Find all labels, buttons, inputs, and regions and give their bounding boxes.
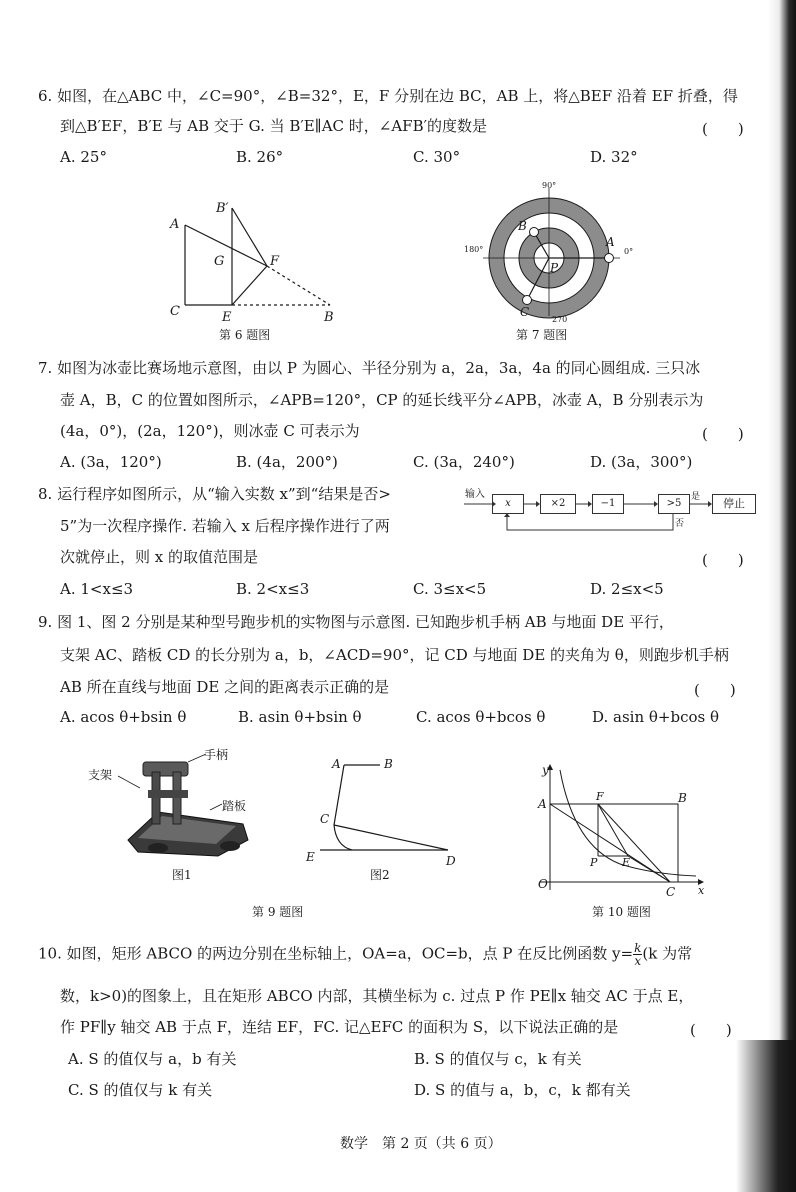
q8-answer-paren: ( ) xyxy=(702,551,744,569)
q7-stone-c xyxy=(523,296,532,305)
q8-option-c: C. 3≤x<5 xyxy=(413,580,487,598)
scan-edge-corner xyxy=(736,1040,796,1192)
q7-option-a: A. (3a，120°) xyxy=(60,453,162,471)
q10-label-b: B xyxy=(678,791,687,805)
q10-stem-line1 xyxy=(38,942,692,967)
q10-segment-ef xyxy=(598,804,628,856)
q8-stem-line1: 8. 运行程序如图所示，从“输入实数 x”到“结果是否> xyxy=(38,485,391,503)
q10-figure-caption: 第 10 题图 xyxy=(592,905,651,919)
q9-stem-line2: 支架 AC、踏板 CD 的长分别为 a，b，∠ACD=90°，记 CD 与地面 DE 的夹角为 θ，则跑步机手柄 xyxy=(60,646,729,664)
q7-label-a: A xyxy=(606,235,615,249)
q6-answer-paren: ( ) xyxy=(702,120,744,138)
q7-option-d: D. (3a，300°) xyxy=(590,453,693,471)
q10-option-a: A. S 的值仅与 a，b 有关 xyxy=(68,1050,237,1068)
q9-label-b: B xyxy=(384,757,393,771)
q8-option-a: A. 1<x≤3 xyxy=(60,580,134,598)
q10-fraction-k-over-x: $\frac{k}{x}$ xyxy=(634,941,642,968)
q10-label-o: O xyxy=(538,877,548,891)
q9-photo-label-handle: 手柄 xyxy=(204,748,229,762)
q10-label-e: E xyxy=(622,856,631,869)
q8-flow-arrows xyxy=(460,490,760,540)
q8-flow-no-label: 否 xyxy=(675,519,685,529)
q7-label-b: B xyxy=(518,219,527,233)
q9-fig2-caption: 图2 xyxy=(370,868,390,882)
q9-photo-leader-lines xyxy=(110,740,260,810)
q9-label-d: D xyxy=(446,854,456,868)
q6-label-c: C xyxy=(170,304,180,319)
q6-figure-caption: 第 6 题图 xyxy=(219,328,271,342)
q8-stem-line3: 次就停止，则 x 的取值范围是 xyxy=(60,548,258,566)
q7-stone-b xyxy=(530,228,539,237)
q9-photo-label-pedal: 踏板 xyxy=(222,799,247,813)
q8-flow-box-minus1: −1 xyxy=(592,494,624,514)
q7-label-0: 0° xyxy=(624,247,634,256)
q7-stem-line2: 壶 A，B，C 的位置如图所示，∠APB=120°，CP 的延长线平分∠APB，冰壶 A，B 分别表示为 xyxy=(60,391,704,409)
q6-option-a: A. 25° xyxy=(60,148,107,166)
scan-edge-shadow xyxy=(768,0,796,1192)
q8-flow-box-times2: ×2 xyxy=(540,494,576,514)
q7-stem-line1: 7. 如图为冰壶比赛场地示意图，由以 P 为圆心、半径分别为 a，2a，3a，4a 的同心圆组成. 三只冰 xyxy=(38,359,701,377)
q8-flow-box-stop: 停止 xyxy=(712,494,756,514)
q6-stem-line1: 6. 如图，在△ABC 中，∠C=90°，∠B=32°，E，F 分别在边 BC，AB 上，将△BEF 沿着 EF 折叠，得 xyxy=(38,87,738,105)
q9-option-d: D. asin θ+bcos θ xyxy=(592,708,720,726)
q7-label-90: 90° xyxy=(542,181,557,190)
q9-stem-line3: AB 所在直线与地面 DE 之间的距离表示正确的是 xyxy=(60,678,390,696)
q9-label-c: C xyxy=(320,812,330,826)
q8-option-d: D. 2≤x<5 xyxy=(590,580,664,598)
page-footer: 数学 第 2 页（共 6 页） xyxy=(340,1136,502,1152)
q7-stone-a xyxy=(605,254,614,263)
q9-option-b: B. asin θ+bsin θ xyxy=(238,708,362,726)
q6-option-c: C. 30° xyxy=(413,148,461,166)
q6-label-g: G xyxy=(214,254,225,269)
q7-label-180: 180° xyxy=(464,245,484,254)
q7-answer-paren: ( ) xyxy=(702,425,744,443)
q6-label-b: B xyxy=(324,310,334,325)
q7-label-c: C xyxy=(520,305,530,319)
q7-stem-line3: (4a，0°)，(2a，120°)，则冰壶 C 可表示为 xyxy=(60,422,360,440)
q10-label-y: y xyxy=(542,763,549,777)
q9-fig2-diagram xyxy=(300,748,470,868)
q8-flow-yes-label: 是 xyxy=(691,492,701,502)
q7-label-270: 270 xyxy=(552,315,568,324)
q7-figure xyxy=(450,180,650,324)
q10-stem-line1-b: (k 为常 xyxy=(642,944,693,963)
q9-pedal-cd xyxy=(334,825,448,850)
q10-figure xyxy=(530,760,710,900)
q7-label-p: P xyxy=(550,261,559,275)
q9-answer-paren: ( ) xyxy=(694,681,736,699)
q6-label-a: A xyxy=(170,217,180,232)
q9-label-e: E xyxy=(306,850,315,864)
q8-flow-input-label: 输入 xyxy=(465,489,485,500)
q10-segment-fc xyxy=(598,804,670,882)
q6-label-bprime: B′ xyxy=(216,201,229,216)
q6-label-f: F xyxy=(270,254,280,269)
q9-option-a: A. acos θ+bsin θ xyxy=(60,708,187,726)
q10-stem-line2: 数，k>0)的图象上，且在矩形 ABCO 内部，其横坐标为 c. 过点 P 作 PE∥x 轴交 AC 于点 E， xyxy=(60,987,694,1005)
q9-figure-caption: 第 9 题图 xyxy=(252,905,304,919)
q10-option-b: B. S 的值仅与 c，k 有关 xyxy=(414,1050,582,1068)
q10-label-a: A xyxy=(538,797,547,811)
q10-label-x: x xyxy=(698,884,705,897)
q9-fig1-caption: 图1 xyxy=(172,868,192,882)
q8-flow-box-x: x xyxy=(492,494,524,514)
q10-label-f: F xyxy=(596,790,604,803)
q10-stem-line3: 作 PF∥y 轴交 AB 于点 F，连结 EF，FC. 记△EFC 的面积为 S，以下说法正确的是 xyxy=(60,1018,619,1036)
q8-flow-box-gt5: >5 xyxy=(658,494,690,514)
q6-stem-line2: 到△B′EF，B′E 与 AB 交于 G. 当 B′E∥AC 时，∠AFB′的度数是 xyxy=(60,117,488,135)
q9-support-ac xyxy=(334,765,352,850)
q6-option-b: B. 26° xyxy=(236,148,284,166)
q6-option-d: D. 32° xyxy=(590,148,638,166)
q9-label-a: A xyxy=(332,757,341,771)
q9-stem-line1: 9. 图 1、图 2 分别是某种型号跑步机的实物图与示意图. 已知跑步机手柄 AB 与地面 DE 平行， xyxy=(38,613,674,631)
q6-side-fb xyxy=(267,266,330,305)
q10-option-c: C. S 的值仅与 k 有关 xyxy=(68,1081,213,1099)
q6-side-ef xyxy=(232,266,267,305)
q9-photo-label-support: 支架 xyxy=(88,768,113,782)
q8-stem-line2: 5”为一次程序操作. 若输入 x 后程序操作进行了两 xyxy=(60,517,390,535)
q7-figure-caption: 第 7 题图 xyxy=(516,328,568,342)
q6-figure xyxy=(160,190,360,330)
q10-option-d: D. S 的值与 a，b，c，k 都有关 xyxy=(414,1081,631,1099)
q10-label-p: P xyxy=(590,856,598,869)
q7-option-b: B. (4a，200°) xyxy=(236,453,338,471)
q6-label-e: E xyxy=(222,310,232,325)
q10-label-c: C xyxy=(666,885,676,899)
q7-option-c: C. (3a，240°) xyxy=(413,453,515,471)
q8-option-b: B. 2<x≤3 xyxy=(236,580,310,598)
q10-stem-line1-a: 10. 如图，矩形 ABCO 的两边分别在坐标轴上，OA=a，OC=b，点 P 在反比例函数 y= xyxy=(38,944,634,963)
q10-answer-paren: ( ) xyxy=(690,1021,732,1039)
q9-option-c: C. acos θ+bcos θ xyxy=(416,708,546,726)
